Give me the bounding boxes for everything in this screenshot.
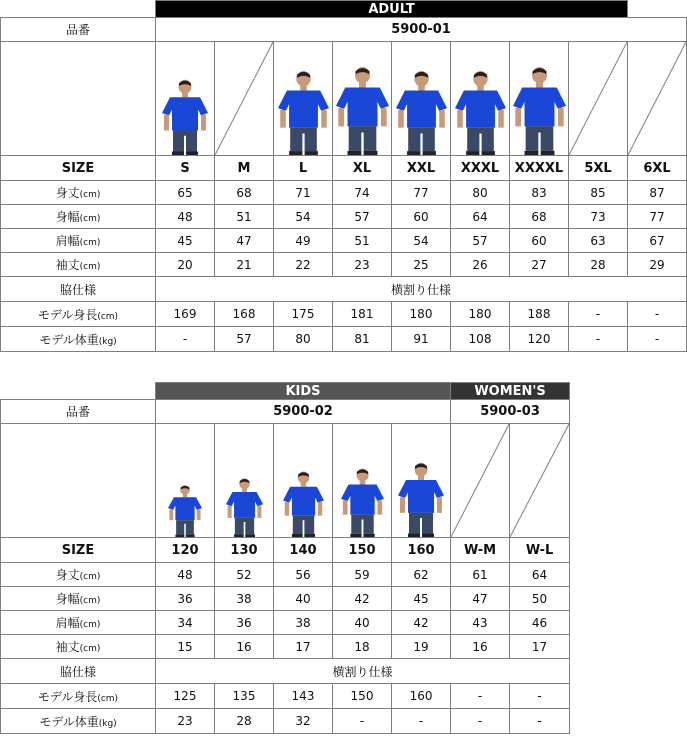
- model-weight-value: 120: [510, 327, 569, 352]
- measure-label: 肩幅(cm): [1, 229, 156, 253]
- model-weight-value: -: [392, 709, 451, 734]
- measure-value: 67: [628, 229, 687, 253]
- model-photo: [226, 477, 263, 537]
- model-photo: [455, 69, 506, 155]
- measure-row: [1, 181, 687, 205]
- measure-value: 56: [274, 563, 333, 587]
- adult-header: ADULT: [156, 1, 628, 18]
- measure-value: 71: [274, 181, 333, 205]
- measure-value: 27: [510, 253, 569, 277]
- photo-cell: [333, 424, 392, 538]
- model-height-value: 175: [274, 302, 333, 327]
- model-height-value: 180: [392, 302, 451, 327]
- size-cell: L: [274, 156, 333, 181]
- measure-value: 50: [510, 587, 570, 611]
- size-row: [1, 156, 687, 181]
- measure-value: 45: [156, 229, 215, 253]
- model-weight-value: 32: [274, 709, 333, 734]
- model-photo: [278, 69, 329, 155]
- photo-cell: [333, 42, 392, 156]
- measure-label: 身丈(cm): [1, 181, 156, 205]
- measure-value: 42: [333, 587, 392, 611]
- measure-value: 49: [274, 229, 333, 253]
- measure-value: 40: [274, 587, 333, 611]
- measure-value: 23: [333, 253, 392, 277]
- measure-value: 17: [510, 635, 570, 659]
- model-height-value: 168: [215, 302, 274, 327]
- measure-row: [1, 635, 570, 659]
- photo-cell: [156, 42, 215, 156]
- model-photo-row: [1, 42, 687, 156]
- corner-blank: [1, 1, 156, 18]
- photo-cell: [510, 42, 569, 156]
- size-cell: XXXL: [451, 156, 510, 181]
- measure-value: 47: [451, 587, 510, 611]
- measure-value: 77: [628, 205, 687, 229]
- photo-cell: [215, 424, 274, 538]
- measure-value: 38: [274, 611, 333, 635]
- model-height-row: モデル身長(cm) 169 168 175 181 180 180 188 - -: [1, 302, 687, 327]
- size-cell: XL: [333, 156, 392, 181]
- womens-header: WOMEN'S: [451, 383, 570, 400]
- measure-value: 62: [392, 563, 451, 587]
- photo-cell: [451, 424, 510, 538]
- measure-value: 68: [510, 205, 569, 229]
- kids-women-size-table: [0, 382, 570, 734]
- model-height-value: 160: [392, 684, 451, 709]
- model-height-value: 181: [333, 302, 392, 327]
- measure-value: 54: [274, 205, 333, 229]
- measure-label: 袖丈(cm): [1, 253, 156, 277]
- size-cell: M: [215, 156, 274, 181]
- measure-value: 64: [510, 563, 570, 587]
- measure-value: 85: [569, 181, 628, 205]
- model-height-value: 135: [215, 684, 274, 709]
- photo-cell: [274, 42, 333, 156]
- model-photo: [513, 65, 566, 155]
- measure-value: 48: [156, 205, 215, 229]
- model-height-value: 188: [510, 302, 569, 327]
- hinban-value: 5900-01: [156, 18, 687, 42]
- size-cell: 6XL: [628, 156, 687, 181]
- model-height-row: モデル身長(cm) 125 135 143 150 160 - -: [1, 684, 570, 709]
- measure-value: 65: [156, 181, 215, 205]
- measure-value: 42: [392, 611, 451, 635]
- measure-label: 袖丈(cm): [1, 635, 156, 659]
- measure-value: 40: [333, 611, 392, 635]
- side-spec-label: 脇仕様: [1, 659, 156, 684]
- photo-cell: [274, 424, 333, 538]
- measure-row: [1, 205, 687, 229]
- size-label: SIZE: [1, 538, 156, 563]
- model-height-value: -: [510, 684, 570, 709]
- measure-value: 47: [215, 229, 274, 253]
- model-photo: [168, 484, 202, 537]
- model-weight-row: モデル体重(kg) 23 28 32 - - - -: [1, 709, 570, 734]
- measure-value: 52: [215, 563, 274, 587]
- measure-value: 64: [451, 205, 510, 229]
- adult-size-table: [0, 0, 687, 352]
- photo-cell: [215, 42, 274, 156]
- no-model-slash: [215, 42, 273, 155]
- model-height-value: -: [628, 302, 687, 327]
- measure-value: 60: [392, 205, 451, 229]
- model-height-value: 169: [156, 302, 215, 327]
- measure-value: 15: [156, 635, 215, 659]
- photo-cell: [392, 42, 451, 156]
- measure-value: 46: [510, 611, 570, 635]
- size-cell: XXXXL: [510, 156, 569, 181]
- measure-value: 51: [215, 205, 274, 229]
- measure-label: 身丈(cm): [1, 563, 156, 587]
- measure-row: [1, 229, 687, 253]
- model-photo: [336, 65, 389, 155]
- size-row: [1, 538, 570, 563]
- measure-value: 36: [156, 587, 215, 611]
- measure-value: 22: [274, 253, 333, 277]
- photo-cell: [451, 42, 510, 156]
- measure-value: 68: [215, 181, 274, 205]
- model-height-value: 143: [274, 684, 333, 709]
- hinban-label: 品番: [1, 400, 156, 424]
- no-model-slash: [451, 424, 509, 537]
- no-model-slash: [510, 424, 569, 537]
- photo-cell: [569, 42, 628, 156]
- measure-value: 45: [392, 587, 451, 611]
- model-height-value: 180: [451, 302, 510, 327]
- measure-value: 87: [628, 181, 687, 205]
- model-weight-value: 108: [451, 327, 510, 352]
- measure-value: 16: [215, 635, 274, 659]
- photo-cell: [510, 424, 570, 538]
- measure-value: 51: [333, 229, 392, 253]
- measure-value: 25: [392, 253, 451, 277]
- model-weight-value: 81: [333, 327, 392, 352]
- model-weight-value: -: [510, 709, 570, 734]
- measure-row: [1, 587, 570, 611]
- model-weight-value: -: [628, 327, 687, 352]
- measure-value: 57: [333, 205, 392, 229]
- measure-row: [1, 611, 570, 635]
- size-cell: 150: [333, 538, 392, 563]
- model-weight-value: -: [333, 709, 392, 734]
- model-height-value: 150: [333, 684, 392, 709]
- measure-value: 34: [156, 611, 215, 635]
- measure-value: 28: [569, 253, 628, 277]
- measure-value: 77: [392, 181, 451, 205]
- size-label: SIZE: [1, 156, 156, 181]
- measure-value: 19: [392, 635, 451, 659]
- measure-value: 63: [569, 229, 628, 253]
- measure-value: 38: [215, 587, 274, 611]
- measure-row: [1, 253, 687, 277]
- model-weight-value: 23: [156, 709, 215, 734]
- photo-cell: [392, 424, 451, 538]
- model-weight-value: -: [451, 709, 510, 734]
- model-weight-row: モデル体重(kg) - 57 80 81 91 108 120 - -: [1, 327, 687, 352]
- hinban-women-value: 5900-03: [451, 400, 570, 424]
- model-weight-value: 91: [392, 327, 451, 352]
- no-model-slash: [628, 42, 686, 155]
- model-weight-value: 80: [274, 327, 333, 352]
- photo-cell: [156, 424, 215, 538]
- size-cell: 160: [392, 538, 451, 563]
- measure-value: 61: [451, 563, 510, 587]
- size-cell: 120: [156, 538, 215, 563]
- model-photo: [283, 470, 324, 537]
- measure-value: 73: [569, 205, 628, 229]
- measure-label: 身幅(cm): [1, 587, 156, 611]
- model-photo: [398, 461, 444, 537]
- model-photo: [396, 69, 447, 155]
- kids-header: KIDS: [156, 383, 451, 400]
- size-cell: W-M: [451, 538, 510, 563]
- size-cell: XXL: [392, 156, 451, 181]
- measure-value: 59: [333, 563, 392, 587]
- side-spec-value: 横割り仕様: [156, 277, 687, 302]
- measure-value: 18: [333, 635, 392, 659]
- measure-value: 74: [333, 181, 392, 205]
- hinban-kids-value: 5900-02: [156, 400, 451, 424]
- model-weight-value: -: [156, 327, 215, 352]
- measure-value: 57: [451, 229, 510, 253]
- model-height-value: -: [451, 684, 510, 709]
- model-photo-row: [1, 424, 570, 538]
- model-weight-value: 57: [215, 327, 274, 352]
- size-cell: W-L: [510, 538, 570, 563]
- size-cell: 140: [274, 538, 333, 563]
- measure-value: 80: [451, 181, 510, 205]
- size-cell: 5XL: [569, 156, 628, 181]
- model-photo: [341, 467, 384, 537]
- model-weight-value: 28: [215, 709, 274, 734]
- size-cell: 130: [215, 538, 274, 563]
- measure-value: 60: [510, 229, 569, 253]
- measure-value: 16: [451, 635, 510, 659]
- hinban-label: 品番: [1, 18, 156, 42]
- model-height-value: -: [569, 302, 628, 327]
- measure-value: 26: [451, 253, 510, 277]
- measure-row: [1, 563, 570, 587]
- model-weight-value: -: [569, 327, 628, 352]
- measure-value: 48: [156, 563, 215, 587]
- measure-value: 29: [628, 253, 687, 277]
- side-spec-label: 脇仕様: [1, 277, 156, 302]
- measure-value: 20: [156, 253, 215, 277]
- photo-cell: [628, 42, 687, 156]
- model-height-value: 125: [156, 684, 215, 709]
- measure-value: 36: [215, 611, 274, 635]
- measure-value: 17: [274, 635, 333, 659]
- measure-value: 83: [510, 181, 569, 205]
- measure-value: 54: [392, 229, 451, 253]
- size-cell: S: [156, 156, 215, 181]
- measure-value: 21: [215, 253, 274, 277]
- side-spec-value: 横割り仕様: [156, 659, 570, 684]
- measure-value: 43: [451, 611, 510, 635]
- model-photo: [162, 78, 208, 155]
- measure-label: 肩幅(cm): [1, 611, 156, 635]
- measure-label: 身幅(cm): [1, 205, 156, 229]
- no-model-slash: [569, 42, 627, 155]
